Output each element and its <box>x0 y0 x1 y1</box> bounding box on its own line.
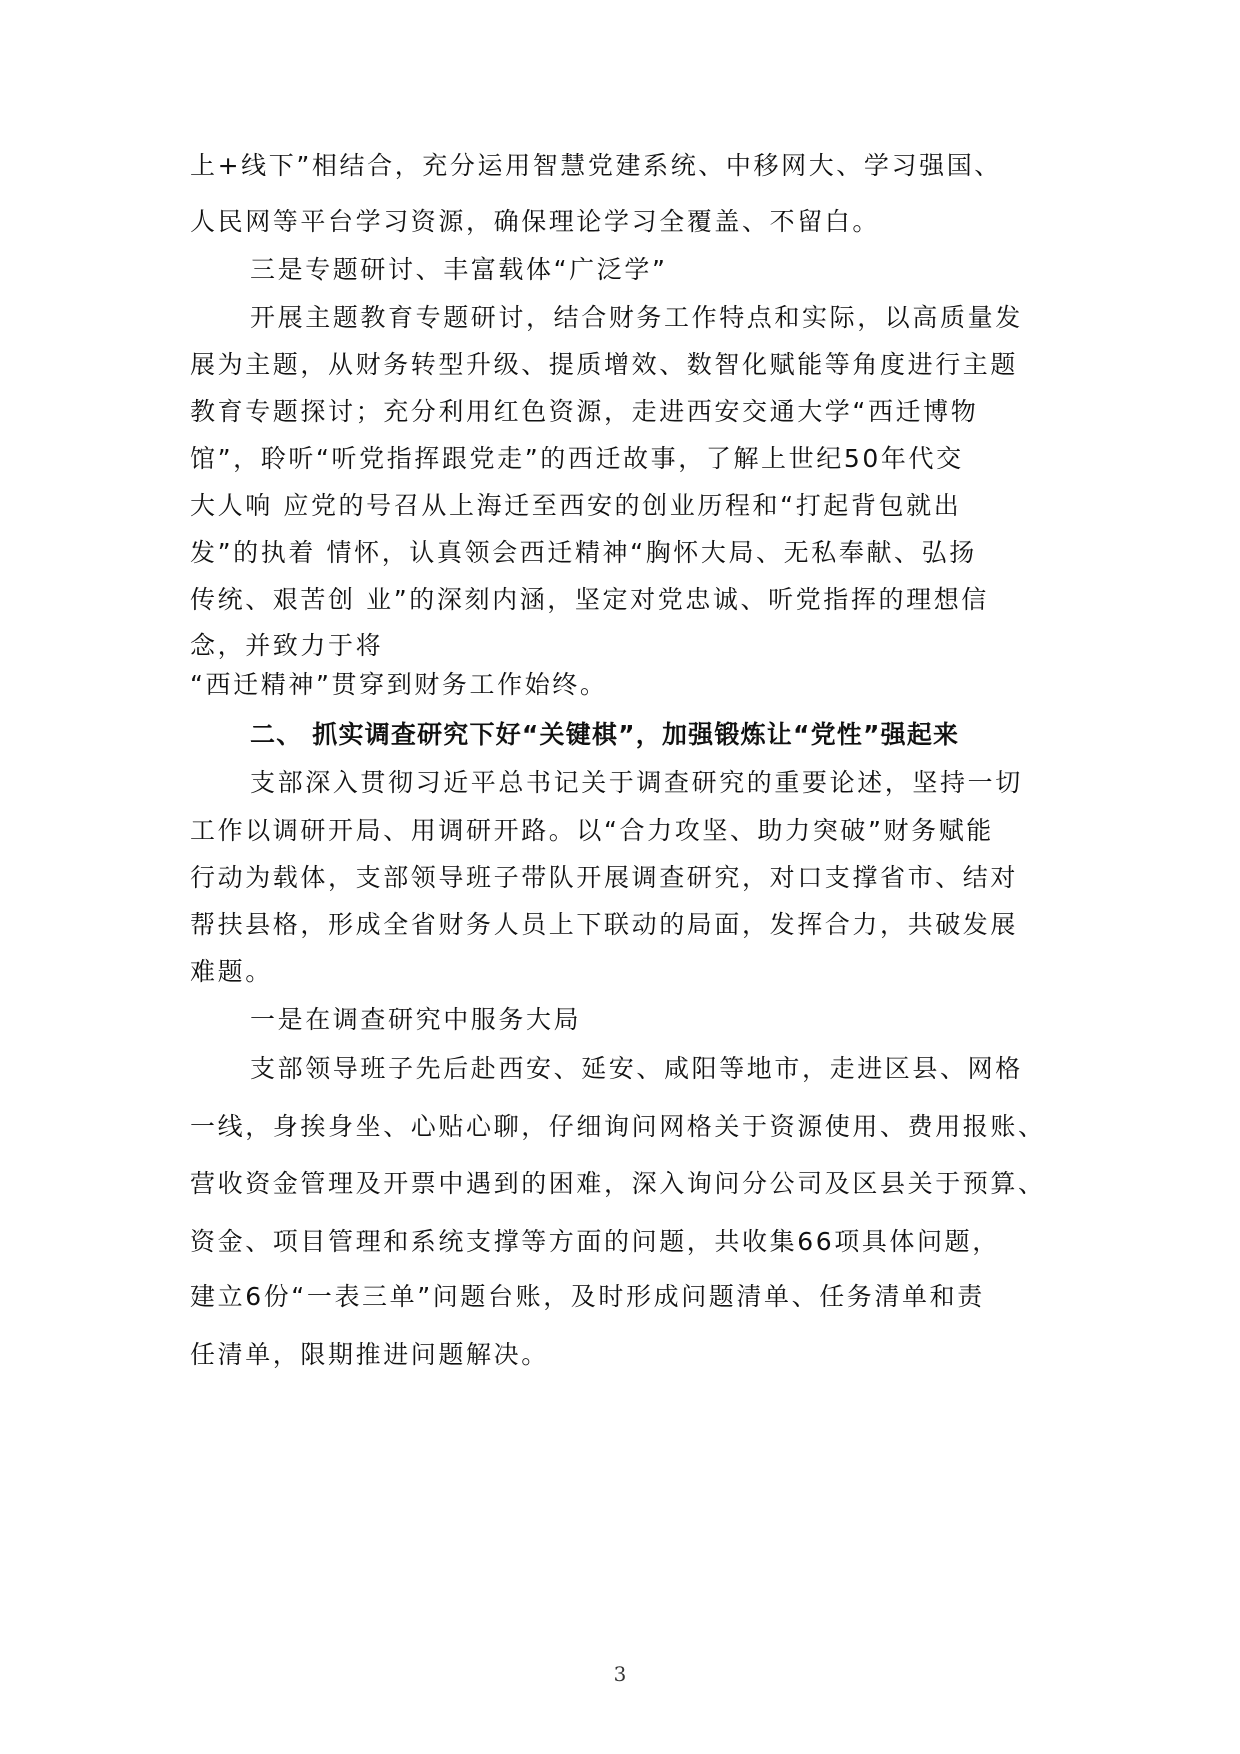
body-line: 念，并致力于将 <box>190 631 384 660</box>
body-line: 馆”，聆听“听党指挥跟党走”的西迁故事，了解上世纪50年代交 <box>190 444 964 473</box>
body-line: 难题。 <box>190 957 273 986</box>
subheading-line: 一是在调查研究中服务大局 <box>250 1005 582 1034</box>
section-heading: 二、 抓实调查研究下好“关键棋”，加强锻炼让“党性”强起来 <box>250 720 960 749</box>
body-line: 传统、艰苦创 业”的深刻内涵，坚定对党忠诚、听党指挥的理想信 <box>190 585 989 614</box>
body-line: 行动为载体，支部领导班子带队开展调查研究，对口支撑省市、结对 <box>190 863 1019 892</box>
body-line: 建立6份“一表三单”问题台账，及时形成问题清单、任务清单和责 <box>190 1282 985 1311</box>
body-line: 帮扶县格，形成全省财务人员上下联动的局面，发挥合力，共破发展 <box>190 910 1019 939</box>
paragraph-start: 开展主题教育专题研讨，结合财务工作特点和实际，以高质量发 <box>250 303 1023 332</box>
body-line: 大人响 应党的号召从上海迁至西安的创业历程和“打起背包就出 <box>190 491 962 520</box>
body-line: 营收资金管理及开票中遇到的困难，深入询问分公司及区县关于预算、 <box>190 1169 1046 1198</box>
body-line: 教育专题探讨；充分利用红色资源，走进西安交通大学“西迁博物 <box>190 397 979 426</box>
body-line: 一线，身挨身坐、心贴心聊，仔细询问网格关于资源使用、费用报账、 <box>190 1112 1046 1141</box>
body-line: 发”的执着 情怀，认真领会西迁精神“胸怀大局、无私奉献、弘扬 <box>190 538 977 567</box>
page-number: 3 <box>613 1662 627 1686</box>
body-line: 工作以调研开局、用调研开路。以“合力攻坚、助力突破”财务赋能 <box>190 816 994 845</box>
body-line: 展为主题，从财务转型升级、提质增效、数智化赋能等角度进行主题 <box>190 350 1019 379</box>
body-line: 任清单，限期推进问题解决。 <box>190 1340 549 1369</box>
paragraph-start: 支部领导班子先后赴西安、延安、咸阳等地市，走进区县、网格 <box>250 1054 1023 1083</box>
body-line: 人民网等平台学习资源，确保理论学习全覆盖、不留白。 <box>190 207 881 236</box>
body-line: “西迁精神”贯穿到财务工作始终。 <box>190 670 608 699</box>
body-line: 上+线下”相结合，充分运用智慧党建系统、中移网大、学习强国、 <box>190 151 1002 180</box>
body-line: 资金、项目管理和系统支撑等方面的问题，共收集66项具体问题， <box>190 1227 1000 1256</box>
paragraph-start: 支部深入贯彻习近平总书记关于调查研究的重要论述，坚持一切 <box>250 768 1023 797</box>
subheading-line: 三是专题研讨、丰富载体“广泛学” <box>250 255 668 284</box>
